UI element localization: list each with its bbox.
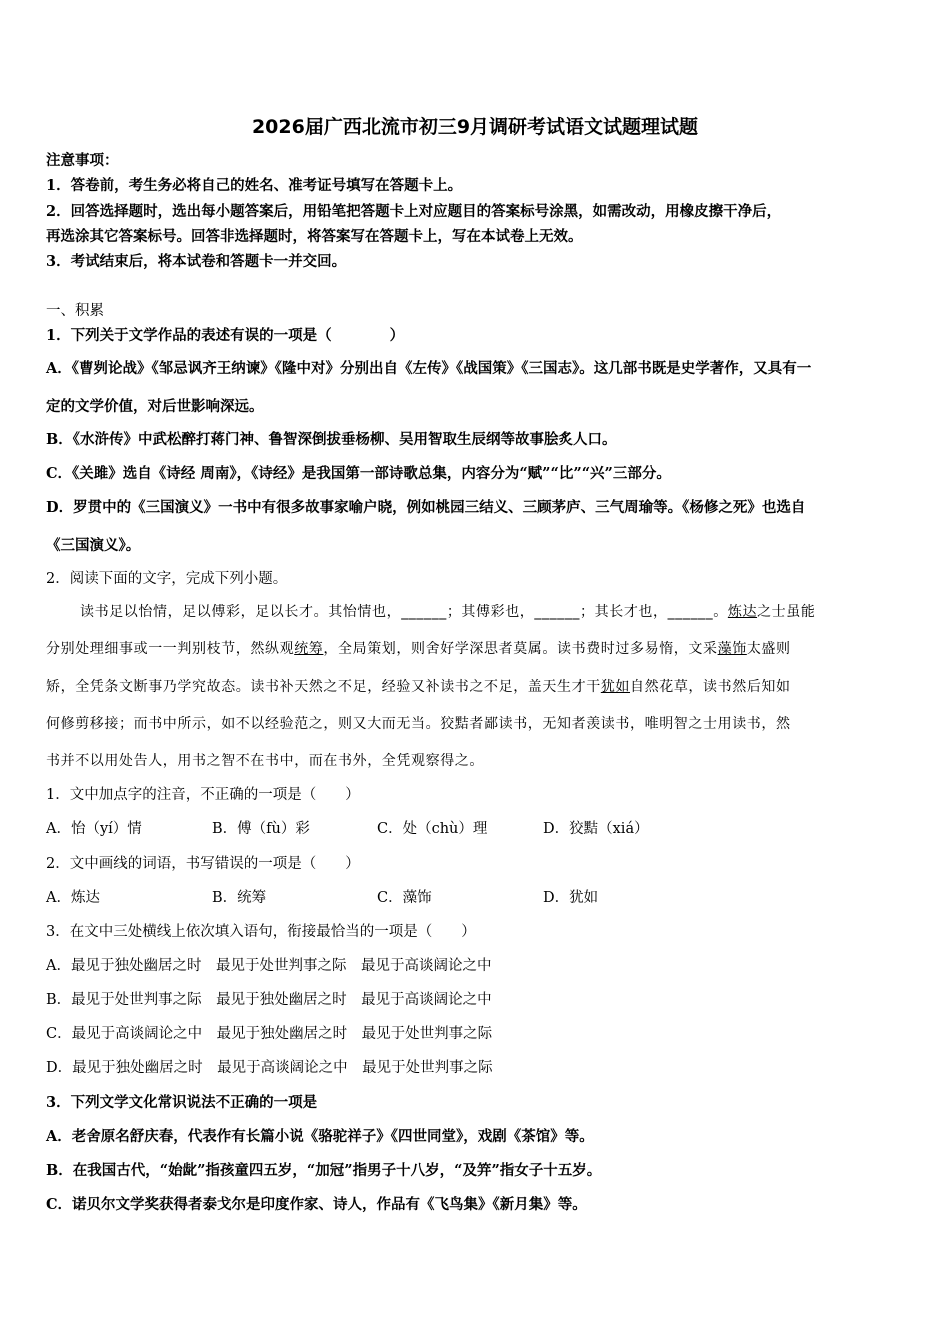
passage-line-5: 书并不以用处告人，用书之智不在书中，而在书外，全凭观察得之。 [46,753,484,769]
q3-option-a: A．老舍原名舒庆春，代表作有长篇小说《骆驼祥子》《四世同堂》，戏剧《茶馆》等。 [46,1128,594,1145]
underlined-word-zaoshi: 藻饰 [717,641,747,657]
blank-1: ______ [401,604,447,620]
q3-option-b: B．在我国古代，“始龀”指孩童四五岁，“加冠”指男子十八岁，“及笄”指女子十五岁。 [46,1162,602,1179]
q1-option-a: A．《曹刿论战》《邹忌讽齐王纳谏》《隆中对》分别出自《左传》《战国策》《三国志》。这几部书既是史学著作，又具有一 [46,360,812,377]
q1-option-d-cont: 《三国演义》。 [46,537,141,554]
page-title: 2026届广西北流市初三9月调研考试语文试题理试题 [251,116,699,138]
sub2-stem: 2．文中画线的词语，书写错误的一项是（ ） [46,856,360,872]
notice-item-1: 1．答卷前，考生务必将自己的姓名、准考证号填写在答题卡上。 [46,177,463,194]
q1-option-a-cont: 定的文学价值，对后世影响深远。 [46,398,264,415]
sub1-option-b: B．傅（fù）彩 [212,821,310,837]
sub2-option-b: B．统筹 [212,890,267,906]
q1-option-d: D．罗贯中的《三国演义》一书中有很多故事家喻户晓，例如桃园三结义、三顾茅庐、三气周瑜等。《杨修之死》也选自 [46,499,806,516]
notice-heading: 注意事项： [46,152,119,169]
passage-line-1: 读书足以怡情，足以傅彩，足以长才。其怡情也，______；其傅彩也，______；其长才也，______。炼达之士虽能 [80,604,816,620]
q3-stem: 3．下列文学文化常识说法不正确的一项是 [46,1094,318,1111]
q1-option-c: C．《关雎》选自《诗经 周南》，《诗经》是我国第一部诗歌总集，内容分为“赋”“比”“兴”三部分。 [46,465,671,482]
sub1-option-d: D．狡黠（xiá） [543,821,649,837]
sub1-option-c: C．处（chù）理 [377,821,488,837]
q2-stem: 2．阅读下面的文字，完成下列小题。 [46,571,288,587]
underlined-word-youru: 犹如 [600,679,631,695]
blank-3: ______ [667,604,714,620]
q3-option-c: C．诺贝尔文学奖获得者泰戈尔是印度作家、诗人，作品有《飞鸟集》《新月集》等。 [46,1196,587,1213]
sub3-option-c: C．最见于高谈阔论之中 最见于独处幽居之时 最见于处世判事之际 [46,1026,493,1042]
underlined-word-liandda: 炼达 [727,604,758,620]
sub3-option-d: D．最见于独处幽居之时 最见于高谈阔论之中 最见于处世判事之际 [46,1060,493,1076]
sub3-stem: 3．在文中三处横线上依次填入语句，衔接最恰当的一项是（ ） [46,924,476,940]
passage-line-3: 矫，全凭条文断事乃学究故态。读书补天然之不足，经验又补读书之不足，盖天生才干犹如自然花草，读书然后知如 [46,679,791,695]
section-heading: 一、积累 [46,303,104,319]
sub3-option-b: B．最见于处世判事之际 最见于独处幽居之时 最见于高谈阔论之中 [46,992,492,1008]
passage-line-2: 分别处理细事或一一判别枝节，然纵观统筹，全局策划，则舍好学深思者莫属。读书费时过多易惰，文采藻饰太盛则 [46,641,791,657]
notice-item-3: 3．考试结束后，将本试卷和答题卡一并交回。 [46,253,347,270]
sub3-option-a: A．最见于独处幽居之时 最见于处世判事之际 最见于高谈阔论之中 [46,958,492,974]
blank-2: ______ [534,604,581,620]
notice-item-2-cont: 再选涂其它答案标号。回答非选择题时，将答案写在答题卡上，写在本试卷上无效。 [46,228,583,245]
underlined-word-tongchou: 统筹 [294,641,324,657]
sub2-option-c: C．藻饰 [377,890,432,906]
q1-option-b: B．《水浒传》中武松醉打蒋门神、鲁智深倒拔垂杨柳、吴用智取生辰纲等故事脍炙人口。 [46,431,617,448]
sub1-option-a: A．怡（yí）情 [46,821,142,837]
q1-stem: 1．下列关于文学作品的表述有误的一项是（ ） [46,327,405,344]
passage-line-4: 何修剪移接；而书中所示，如不以经验范之，则又大而无当。狡黠者鄙读书，无知者羡读书，唯明智之士用读书，然 [46,716,791,732]
sub2-option-d: D．犹如 [543,890,599,906]
sub2-option-a: A．炼达 [46,890,100,906]
notice-item-2: 2．回答选择题时，选出每小题答案后，用铅笔把答题卡上对应题目的答案标号涂黑，如需改动，用橡皮擦干净后， [46,203,782,220]
sub1-stem: 1．文中加点字的注音，不正确的一项是（ ） [46,787,360,803]
